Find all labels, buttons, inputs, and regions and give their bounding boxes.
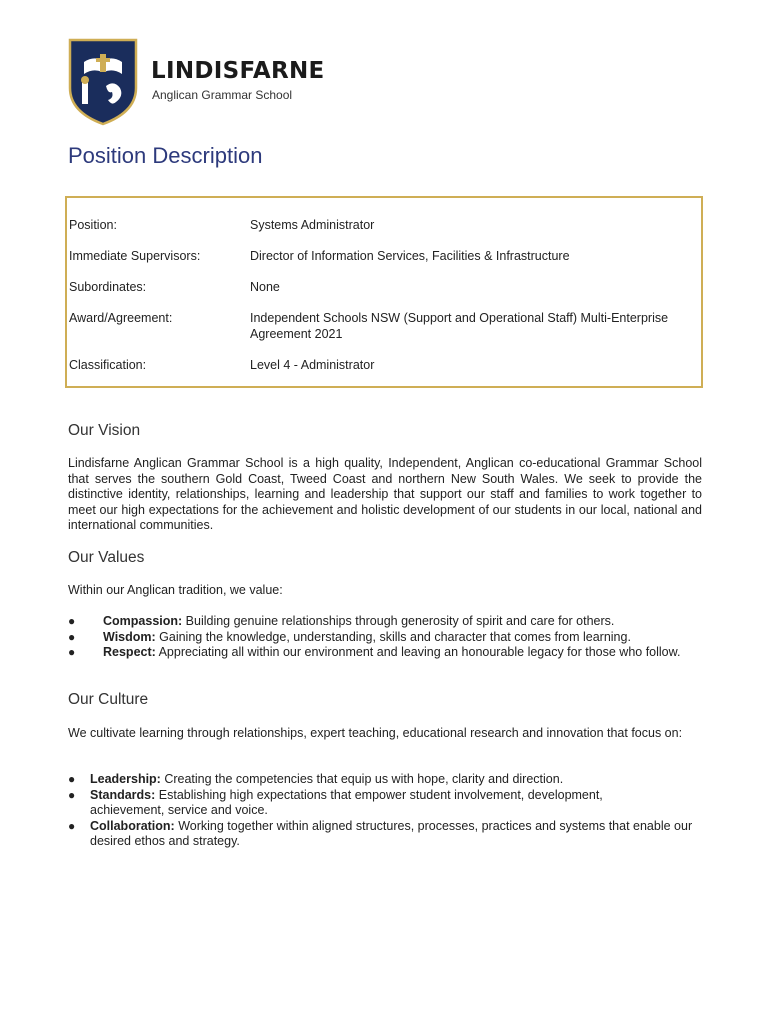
culture-term: Leadership: — [90, 772, 161, 786]
list-item — [68, 772, 702, 788]
bullet-icon: ● — [68, 818, 76, 833]
info-value: Director of Information Services, Facilities & Infrastructure — [250, 249, 570, 263]
list-item — [68, 819, 702, 850]
culture-heading: Our Culture — [68, 691, 149, 708]
bullet-icon: ● — [68, 629, 76, 644]
list-item — [68, 645, 702, 661]
culture-list — [68, 772, 702, 850]
values-list — [68, 614, 702, 661]
list-item — [68, 614, 702, 630]
culture-term: Collaboration: — [90, 818, 175, 833]
info-value: Systems Administrator — [250, 218, 375, 232]
value-text: Building genuine relationships through generosity of spirit and care for others. — [182, 614, 615, 628]
bullet-icon: ● — [68, 614, 76, 628]
school-logo — [68, 38, 325, 126]
culture-text: Working together within aligned structures, processes, practices and systems that enable our desired ethos and strategy. — [90, 818, 693, 849]
position-info-box — [65, 196, 703, 388]
values-heading: Our Values — [68, 549, 145, 566]
bullet-icon: ● — [68, 772, 76, 786]
value-text: Appreciating all within our environment and leaving an honourable legacy for those who follow. — [155, 645, 681, 660]
list-item — [68, 630, 702, 646]
culture-text: Creating the competencies that equip us with hope, clarity and direction. — [160, 772, 564, 786]
bullet-icon: ● — [68, 787, 76, 802]
school-name: LINDISFARNE — [151, 58, 325, 84]
culture-text: Establishing high expectations that empower student involvement, development, achievement, service and voice. — [90, 787, 603, 818]
info-value: None — [250, 280, 280, 294]
value-term: Wisdom: — [103, 629, 156, 644]
page-title: Position Description — [68, 143, 263, 168]
info-label: Subordinates: — [69, 280, 147, 294]
bullet-icon: ● — [68, 645, 76, 660]
culture-intro: We cultivate learning through relationships, expert teaching, educational research and innovation that focus on: — [68, 726, 683, 740]
value-term: Respect: — [103, 645, 156, 660]
school-crest-icon — [68, 38, 138, 126]
school-subtitle: Anglican Grammar School — [152, 88, 293, 102]
values-intro: Within our Anglican tradition, we value: — [68, 583, 283, 597]
culture-term: Standards: — [90, 787, 156, 802]
vision-text: Lindisfarne Anglican Grammar School is a high quality, Independent, Anglican co-educational Grammar School that serves the southern Gold Coast, Tweed Coast and northern New South Wales. We seek to provide the distinctive identity, relationships, learning and leadership that support our staff and families to work together to meet our high expectations for the achievement and holistic development of our students in our local, national and international communities. — [68, 456, 702, 533]
info-value: Independent Schools NSW (Support and Operational Staff) Multi-Enterprise Agreement 2021 — [250, 311, 669, 341]
info-label: Award/Agreement: — [69, 311, 173, 325]
value-text: Gaining the knowledge, understanding, skills and character that comes from learning. — [155, 629, 631, 644]
info-value: Level 4 - Administrator — [250, 358, 375, 372]
value-term: Compassion: — [103, 614, 183, 628]
info-label: Classification: — [69, 358, 147, 372]
info-label: Immediate Supervisors: — [69, 249, 201, 263]
list-item — [68, 788, 702, 819]
info-label: Position: — [69, 218, 117, 232]
vision-heading: Our Vision — [68, 422, 141, 439]
